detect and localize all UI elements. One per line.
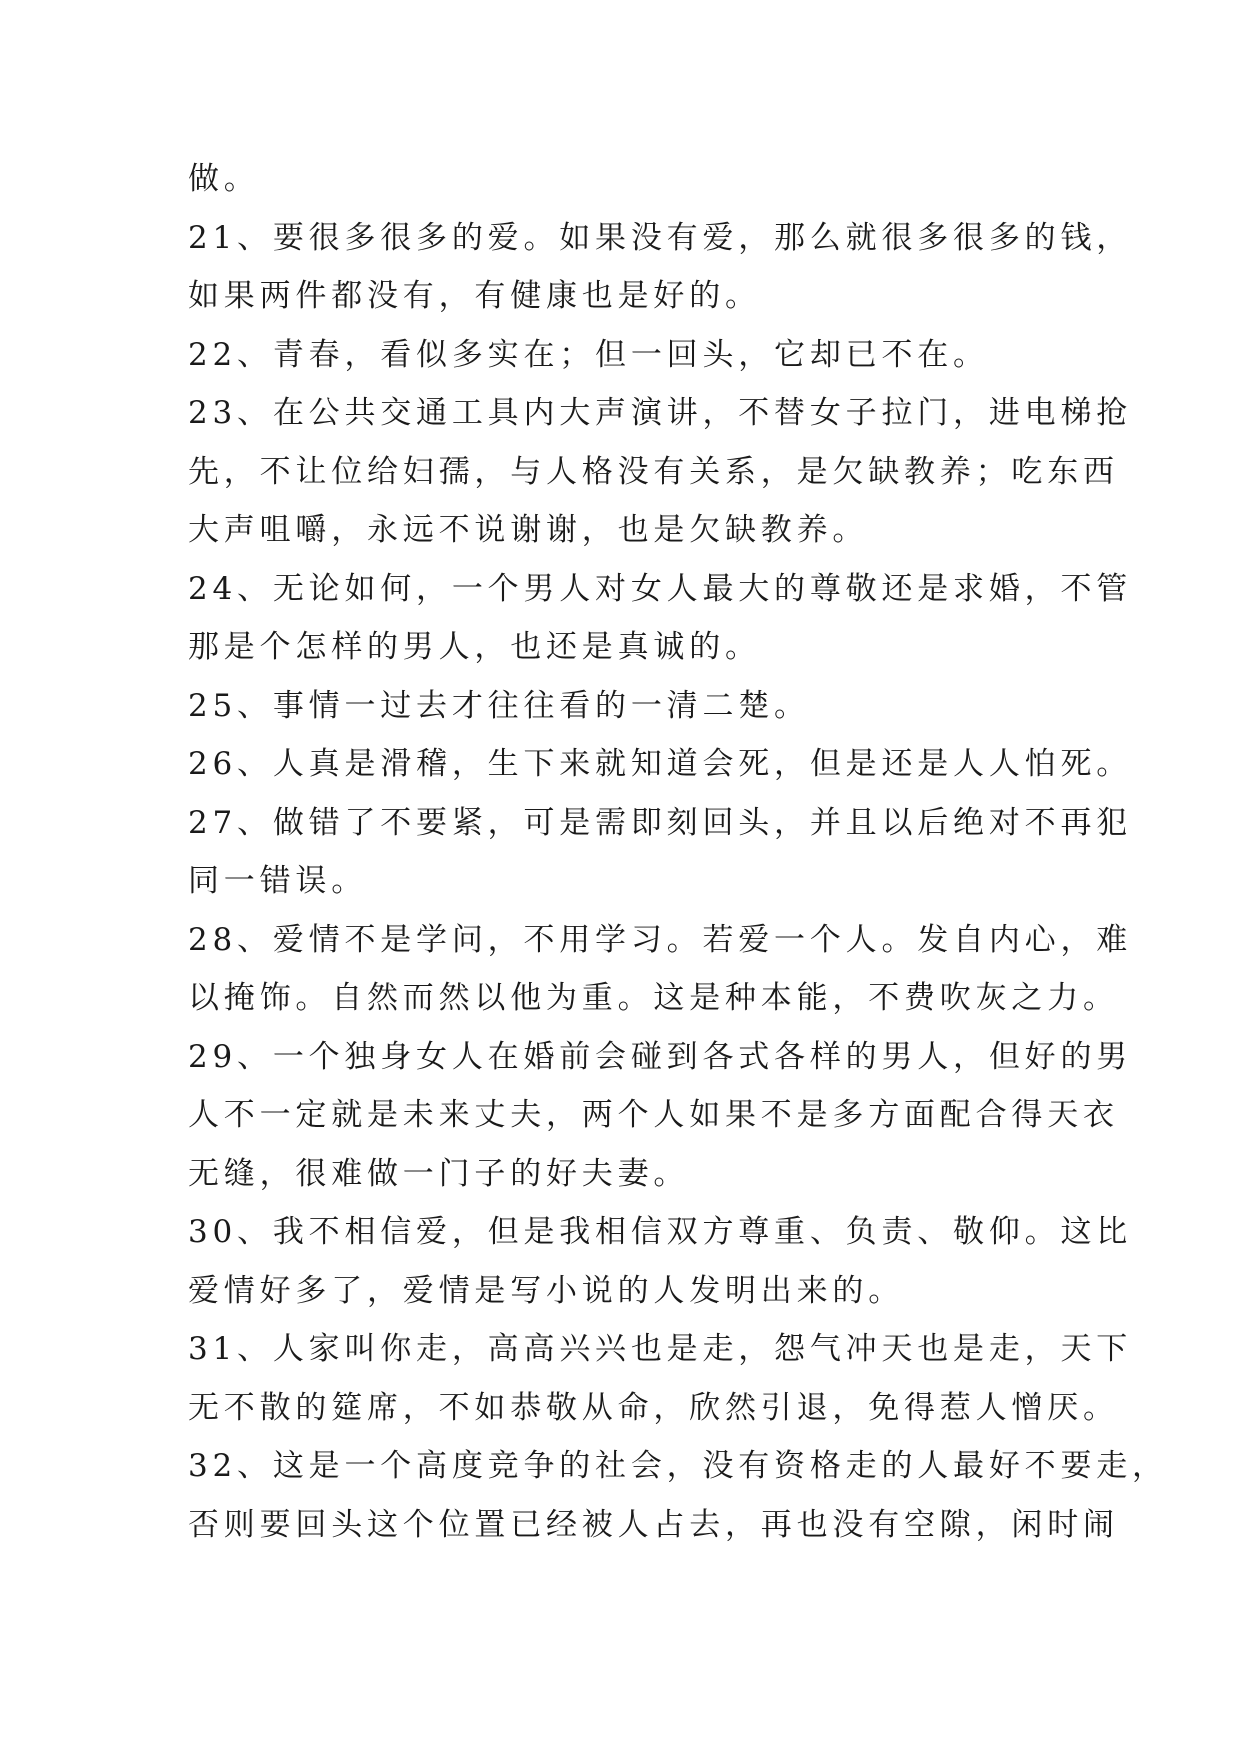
text-line: 如果两件都没有，有健康也是好的。 (188, 278, 761, 314)
text-line: 做。 (188, 161, 260, 197)
text-line: 先，不让位给妇孺，与人格没有关系，是欠缺教养；吃东西 (188, 453, 1119, 490)
text-line: 无不散的筵席，不如恭敬从命，欣然引退，免得惹人憎厌。 (188, 1389, 1119, 1426)
text-line: 29、一个独身女人在婚前会碰到各式各样的男人，但好的男 (188, 1038, 1133, 1075)
text-line: 24、无论如何，一个男人对女人最大的尊敬还是求婚，不管 (188, 570, 1133, 607)
text-line: 同一错误。 (188, 863, 367, 899)
text-line: 31、人家叫你走，高高兴兴也是走，怨气冲天也是走，天下 (188, 1331, 1133, 1367)
text-line: 否则要回头这个位置已经被人占去，再也没有空隙，闲时闹 (188, 1506, 1119, 1543)
text-line: 26、人真是滑稽，生下来就知道会死，但是还是人人怕死。 (188, 746, 1133, 782)
text-line: 爱情好多了，爱情是写小说的人发明出来的。 (188, 1272, 904, 1309)
text-line: 28、爱情不是学问，不用学习。若爱一个人。发自内心，难 (188, 921, 1133, 958)
text-line: 那是个怎样的男人，也还是真诚的。 (188, 629, 761, 665)
text-line: 21、要很多很多的爱。如果没有爱，那么就很多很多的钱， (188, 219, 1133, 256)
text-line: 23、在公共交通工具内大声演讲，不替女子拉门，进电梯抢 (188, 395, 1133, 431)
text-line: 27、做错了不要紧，可是需即刻回头，并且以后绝对不再犯 (188, 804, 1133, 841)
text-line: 30、我不相信爱，但是我相信双方尊重、负责、敬仰。这比 (188, 1214, 1133, 1250)
text-line: 无缝，很难做一门子的好夫妻。 (188, 1155, 690, 1192)
document-body (188, 150, 1168, 1554)
text-line: 人不一定就是未来丈夫，两个人如果不是多方面配合得天衣 (188, 1097, 1119, 1133)
text-line: 22、青春，看似多实在；但一回头，它却已不在。 (188, 336, 989, 373)
text-line: 32、这是一个高度竞争的社会，没有资格走的人最好不要走， (188, 1448, 1168, 1484)
text-line: 25、事情一过去才往往看的一清二楚。 (188, 687, 810, 724)
text-line: 以掩饰。自然而然以他为重。这是种本能，不费吹灰之力。 (188, 980, 1119, 1016)
text-line: 大声咀嚼，永远不说谢谢，也是欠缺教养。 (188, 512, 869, 548)
